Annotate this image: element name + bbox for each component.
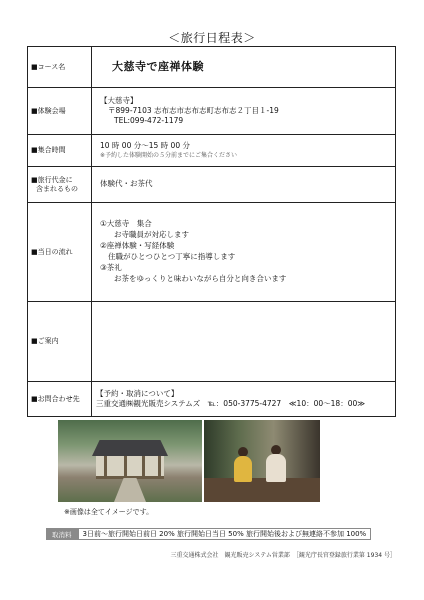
contact-phone: 三重交通㈱観光販売システムズ ℡：050-3775-4727 ≪10：00～18：00≫	[96, 399, 366, 408]
guide-value	[92, 302, 396, 382]
row-course	[28, 47, 396, 88]
flow-step-1-detail: お寺職員が対応します	[114, 230, 189, 240]
contact-heading: 【予約・取消について】	[96, 388, 179, 398]
flow-label: ■当日の流れ	[28, 203, 92, 302]
cancellation-tag: 取消料	[46, 528, 78, 540]
contact-label: ■お問合わせ先	[28, 382, 92, 417]
course-name: 大慈寺で座禅体験	[112, 59, 204, 73]
temple-photo	[58, 420, 202, 502]
flow-step-3-detail: お茶をゆっくりと味わいながら自分と向き合います	[114, 273, 287, 283]
flow-step-3: ③茶礼	[100, 262, 122, 272]
schedule-table	[27, 46, 396, 417]
company-footer: 三重交通株式会社 観光販売システム営業部 ［観光庁長官登録旅行業第 1934 号］	[170, 552, 396, 559]
zazen-photo	[204, 420, 320, 502]
row-included	[28, 167, 396, 203]
venue-address: 〒899-7103 志布志市志布志町志布志２丁目１-19	[108, 105, 279, 115]
flow-step-2-detail: 住職がひとつひとつ丁寧に指導します	[108, 252, 236, 261]
included-value: 体験代・お茶代	[100, 179, 153, 189]
row-meeting	[28, 135, 396, 167]
page-title: ＜旅行日程表＞	[168, 31, 256, 45]
included-label-2: 含まれるもの	[36, 184, 78, 193]
venue-label: ■体験会場	[28, 88, 92, 135]
row-flow	[28, 203, 396, 302]
meeting-time: 10 時 00 分～15 時 00 分	[100, 141, 190, 151]
row-venue	[28, 88, 396, 135]
venue-tel: TEL:099-472-1179	[114, 116, 184, 126]
venue-name: 【大慈寺】	[100, 95, 138, 105]
flow-step-1: ①大慈寺 集合	[100, 219, 152, 229]
row-guide	[28, 302, 396, 382]
guide-label: ■ご案内	[28, 302, 92, 382]
photo-strip	[58, 420, 320, 502]
photo-note: ※画像は全てイメージです。	[64, 508, 154, 516]
row-contact	[28, 382, 396, 417]
included-label-1: ■旅行代金に	[31, 175, 73, 184]
cancellation-fee	[46, 528, 371, 540]
flow-step-2: ②座禅体験・写経体験	[100, 241, 175, 251]
course-label: ■コース名	[28, 47, 92, 88]
meeting-label: ■集合時間	[28, 135, 92, 167]
cancellation-text: 3日前～旅行開始日前日 20% 旅行開始日当日 50% 旅行開始後および無連絡不参加 100%	[78, 528, 372, 540]
meeting-note: ※予約した体験開始の５分前までにご集合ください	[100, 151, 238, 159]
